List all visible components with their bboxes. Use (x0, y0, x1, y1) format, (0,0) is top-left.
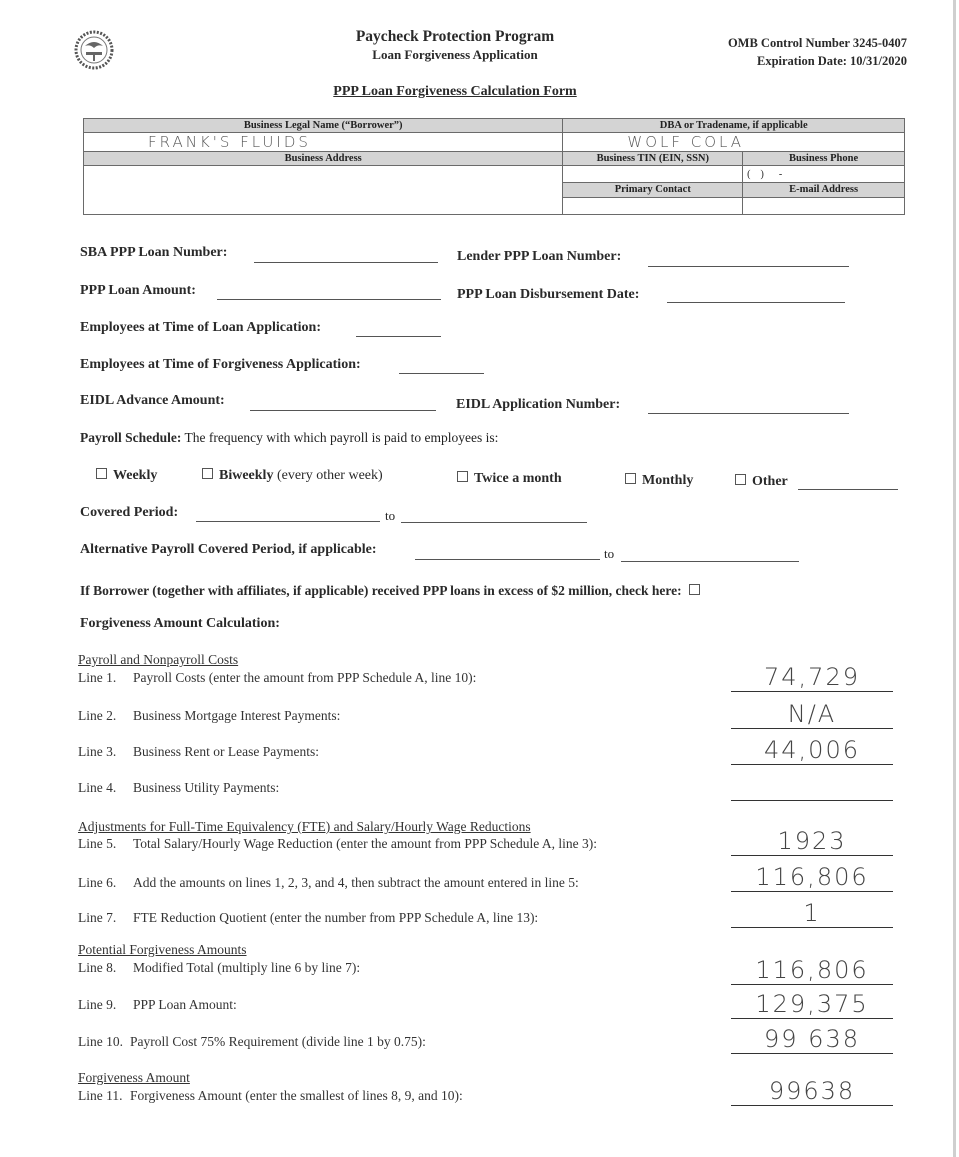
alt-period-end-input[interactable] (621, 561, 799, 562)
omb-control-number: OMB Control Number 3245-0407 (727, 36, 907, 50)
phone-value: ( ) - (747, 168, 783, 180)
line-description: Modified Total (multiply line 6 by line 7): (133, 960, 361, 975)
calc-line-3 (78, 744, 319, 760)
employees-forgiveness-app-input[interactable] (399, 373, 484, 374)
line-description: Payroll Costs (enter the amount from PPP Schedule A, line 10): (133, 670, 477, 685)
option-monthly[interactable] (625, 473, 693, 489)
employees-loan-app-label: Employees at Time of Loan Application: (80, 320, 322, 335)
line-number: Line 4. (78, 780, 117, 795)
contact-field[interactable] (563, 197, 743, 214)
option-twice-a-month[interactable] (457, 471, 562, 487)
eidl-advance-label: EIDL Advance Amount: (80, 393, 225, 408)
section-payroll-costs: Payroll and Nonpayroll Costs (78, 652, 239, 667)
line-number: Line 5. (78, 836, 117, 851)
dba-value: WOLF COLA (627, 133, 745, 151)
line-10-amount-input[interactable] (731, 1053, 893, 1054)
sba-seal-icon (74, 30, 114, 70)
alt-period-to: to (604, 546, 615, 561)
biweekly-label: Biweekly (219, 468, 274, 483)
form-title: PPP Loan Forgiveness Calculation Form (333, 84, 577, 99)
sba-loan-number-input[interactable] (254, 262, 438, 263)
line-2-amount-value: N/A (787, 700, 837, 728)
calc-line-4 (78, 780, 279, 796)
disbursement-date-input[interactable] (667, 302, 845, 303)
line-number: Line 10. (78, 1034, 123, 1049)
tin-field[interactable] (563, 166, 743, 183)
alt-period-start-input[interactable] (415, 559, 600, 560)
legal-name-value: FRANK'S FLUIDS (148, 133, 311, 151)
other-label: Other (752, 474, 788, 489)
line-5-amount-value: 1923 (777, 827, 847, 855)
line-9-amount-input[interactable] (731, 1018, 893, 1019)
calc-line-5 (78, 836, 597, 852)
line-description: Add the amounts on lines 1, 2, 3, and 4, then subtract the amount entered in line 5: (133, 875, 579, 890)
payroll-schedule (80, 430, 498, 446)
phone-field[interactable] (743, 166, 905, 183)
option-weekly[interactable] (96, 468, 157, 484)
calc-line-7 (78, 910, 538, 926)
line-8-amount-value: 116,806 (755, 956, 869, 984)
line-number: Line 6. (78, 875, 117, 890)
alt-period-label: Alternative Payroll Covered Period, if applicable: (80, 542, 377, 557)
line-number: Line 3. (78, 744, 117, 759)
payroll-schedule-label: Payroll Schedule: (80, 430, 182, 445)
section-potential-forgiveness: Potential Forgiveness Amounts (78, 942, 247, 957)
option-biweekly[interactable] (202, 468, 383, 484)
dba-field[interactable] (563, 133, 905, 152)
biweekly-checkbox[interactable] (202, 468, 213, 479)
line-number: Line 11. (78, 1088, 123, 1103)
address-field[interactable] (84, 166, 563, 215)
line-1-amount-input[interactable] (731, 691, 893, 692)
line-1-amount-value: 74,729 (764, 663, 860, 691)
weekly-checkbox[interactable] (96, 468, 107, 479)
borrower-info-table (83, 118, 905, 215)
line-description: Business Rent or Lease Payments: (133, 744, 319, 759)
calculation-title: Forgiveness Amount Calculation: (80, 616, 280, 631)
calc-line-9 (78, 997, 237, 1013)
twice-a-month-label: Twice a month (474, 471, 562, 486)
line-9-amount-value: 129,375 (755, 990, 869, 1018)
line-number: Line 7. (78, 910, 117, 925)
line-description: Forgiveness Amount (enter the smallest of lines 8, 9, and 10): (130, 1088, 463, 1103)
expiration-date: Expiration Date: 10/31/2020 (757, 54, 907, 68)
eidl-app-number-label: EIDL Application Number: (456, 397, 621, 412)
calc-line-6 (78, 875, 579, 891)
biweekly-note: (every other week) (276, 468, 383, 483)
other-input[interactable] (798, 489, 898, 490)
excess-loans-checkbox[interactable] (689, 584, 700, 595)
section-fte-adjustments: Adjustments for Full-Time Equivalency (FTE) and Salary/Hourly Wage Reductions (78, 819, 531, 834)
line-description: PPP Loan Amount: (133, 997, 237, 1012)
calc-line-11 (78, 1088, 463, 1104)
legal-name-label: Business Legal Name (“Borrower”) (84, 119, 563, 133)
option-other[interactable] (735, 474, 788, 490)
covered-period-to: to (385, 508, 396, 523)
payroll-schedule-description: The frequency with which payroll is paid to employees is: (184, 430, 499, 445)
line-3-amount-input[interactable] (731, 764, 893, 765)
tin-label: Business TIN (EIN, SSN) (563, 152, 743, 166)
eidl-advance-input[interactable] (250, 410, 436, 411)
email-label: E-mail Address (743, 183, 905, 197)
line-11-amount-input[interactable] (731, 1105, 893, 1106)
calc-line-8 (78, 960, 360, 976)
phone-label: Business Phone (743, 152, 905, 166)
covered-period-start-input[interactable] (196, 521, 380, 522)
line-7-amount-value: 1 (803, 899, 821, 927)
lender-loan-number-input[interactable] (648, 266, 849, 267)
line-6-amount-value: 116,806 (755, 863, 869, 891)
line-2-amount-input[interactable] (731, 728, 893, 729)
application-subtitle: Loan Forgiveness Application (372, 47, 538, 62)
employees-forgiveness-app-label: Employees at Time of Forgiveness Application: (80, 357, 361, 372)
line-11-amount-value: 99638 (768, 1077, 856, 1105)
section-forgiveness-amount: Forgiveness Amount (78, 1070, 190, 1085)
monthly-checkbox[interactable] (625, 473, 636, 484)
line-8-amount-input[interactable] (731, 984, 893, 985)
sba-loan-number-label: SBA PPP Loan Number: (80, 245, 228, 260)
line-number: Line 2. (78, 708, 117, 723)
line-3-amount-value: 44,006 (764, 736, 860, 764)
page-edge (953, 0, 956, 1157)
excess-loans-label: If Borrower (together with affiliates, if applicable) received PPP loans in excess of $2 million, check here: (80, 583, 682, 598)
program-title: Paycheck Protection Program (355, 28, 555, 45)
line-number: Line 9. (78, 997, 117, 1012)
line-10-amount-value: 99 638 (764, 1025, 860, 1053)
line-description: FTE Reduction Quotient (enter the number from PPP Schedule A, line 13): (133, 910, 539, 925)
line-6-amount-input[interactable] (731, 891, 893, 892)
lender-loan-number-label: Lender PPP Loan Number: (457, 249, 622, 264)
disbursement-date-label: PPP Loan Disbursement Date: (457, 287, 640, 302)
line-number: Line 1. (78, 670, 117, 685)
line-description: Total Salary/Hourly Wage Reduction (enter the amount from PPP Schedule A, line 3): (133, 836, 598, 851)
loan-amount-input[interactable] (217, 299, 441, 300)
line-7-amount-input[interactable] (731, 927, 893, 928)
monthly-label: Monthly (642, 473, 694, 488)
weekly-label: Weekly (113, 468, 158, 483)
address-label: Business Address (84, 152, 563, 166)
contact-label: Primary Contact (563, 183, 743, 197)
calc-line-2 (78, 708, 340, 724)
line-description: Business Utility Payments: (133, 780, 280, 795)
dba-label: DBA or Tradename, if applicable (563, 119, 905, 133)
calc-line-1 (78, 670, 476, 686)
email-field[interactable] (743, 197, 905, 214)
line-number: Line 8. (78, 960, 117, 975)
line-description: Payroll Cost 75% Requirement (divide line 1 by 0.75): (130, 1034, 426, 1049)
eidl-app-number-input[interactable] (648, 413, 849, 414)
loan-amount-label: PPP Loan Amount: (80, 283, 196, 298)
twice-a-month-checkbox[interactable] (457, 471, 468, 482)
covered-period-end-input[interactable] (401, 522, 587, 523)
calc-line-10 (78, 1034, 426, 1050)
excess-loans-row (80, 583, 706, 599)
legal-name-field[interactable] (84, 133, 563, 152)
line-5-amount-input[interactable] (731, 855, 893, 856)
covered-period-label: Covered Period: (80, 505, 179, 520)
employees-loan-app-input[interactable] (356, 336, 441, 337)
other-checkbox[interactable] (735, 474, 746, 485)
line-description: Business Mortgage Interest Payments: (133, 708, 341, 723)
line-4-amount-input[interactable] (731, 800, 893, 801)
